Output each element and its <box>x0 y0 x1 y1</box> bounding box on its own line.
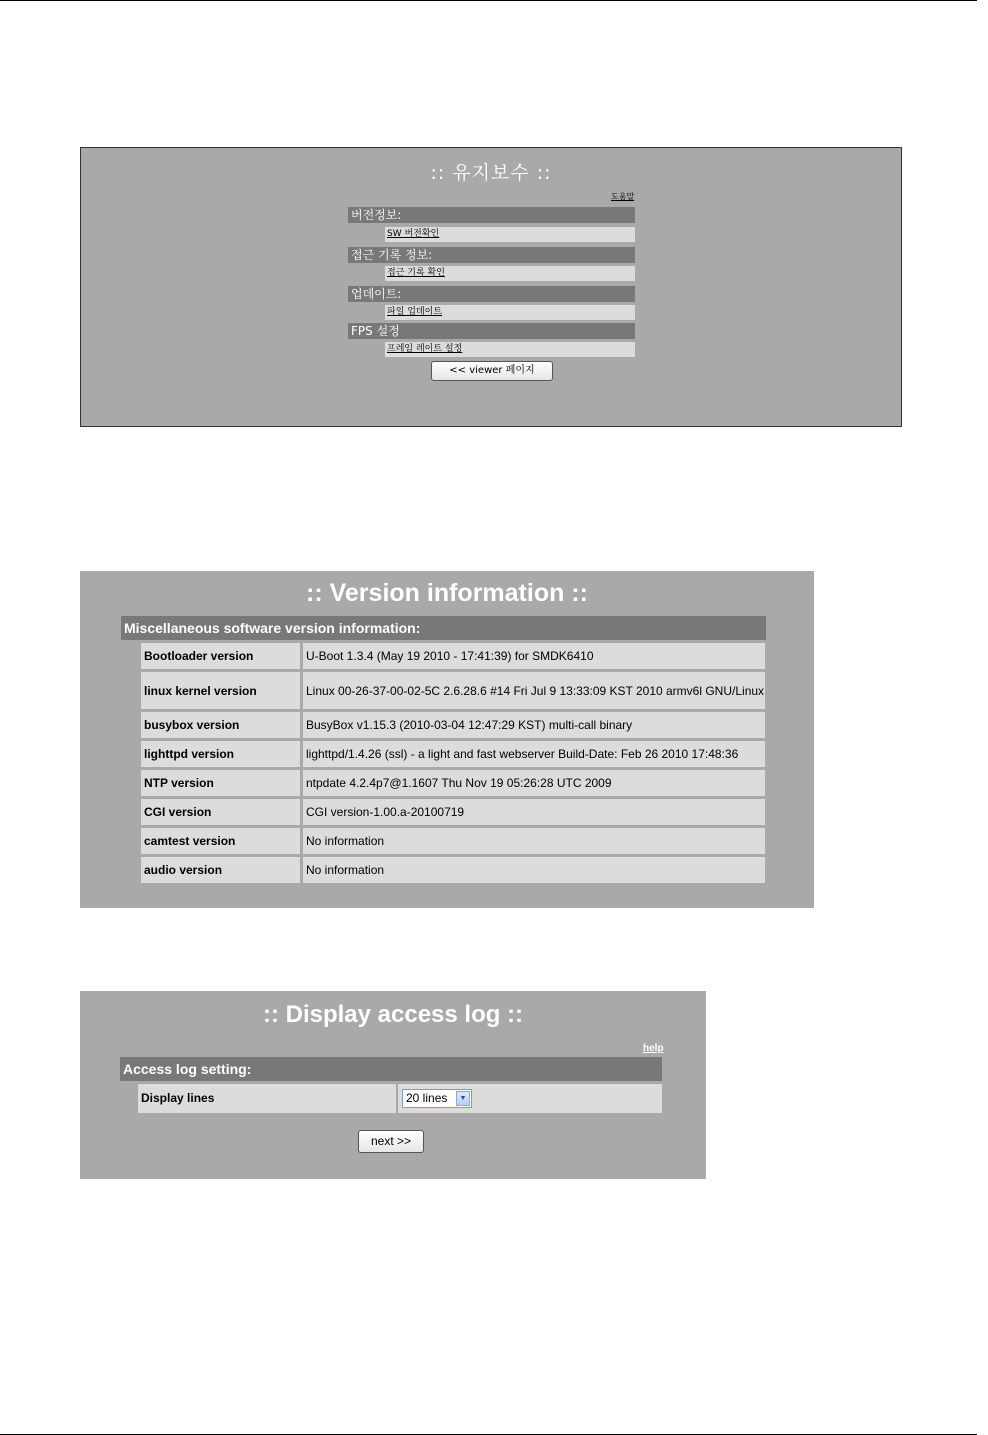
row-label: NTP version <box>141 770 300 796</box>
row-label: camtest version <box>141 828 300 854</box>
frame-rate-link[interactable]: 프레임 레이트 설정 <box>387 344 463 354</box>
table-row <box>141 643 765 669</box>
version-section-header: Miscellaneous software version information: <box>121 616 766 640</box>
version-info-title: :: Version information :: <box>306 579 588 607</box>
row-value: BusyBox v1.15.3 (2010-03-04 12:47:29 KST) multi-call binary <box>303 712 765 738</box>
table-row <box>141 672 765 709</box>
top-rule <box>0 0 977 1</box>
access-log-section-header: Access log setting: <box>120 1057 662 1081</box>
section-fps-header: FPS 설정 <box>348 323 635 339</box>
row-label: busybox version <box>141 712 300 738</box>
chevron-down-icon[interactable]: ▼ <box>456 1091 470 1106</box>
row-value: CGI version-1.00.a-20100719 <box>303 799 765 825</box>
display-lines-cell <box>398 1084 662 1113</box>
maintenance-panel <box>80 147 902 427</box>
display-lines-select[interactable] <box>402 1089 472 1108</box>
sw-version-link[interactable]: SW 버전확인 <box>387 229 440 239</box>
display-lines-label: Display lines <box>138 1084 396 1113</box>
table-row <box>141 712 765 738</box>
row-value: U-Boot 1.3.4 (May 19 2010 - 17:41:39) for SMDK6410 <box>303 643 765 669</box>
row-label: audio version <box>141 857 300 883</box>
row-label: CGI version <box>141 799 300 825</box>
display-lines-value: 20 lines <box>406 1091 448 1105</box>
frame-rate-link-row <box>385 342 635 357</box>
section-update-header: 업데이트: <box>348 286 635 302</box>
row-label: linux kernel version <box>141 672 300 709</box>
viewer-page-button[interactable]: << viewer 페이지 <box>431 361 553 381</box>
access-log-panel <box>80 991 706 1179</box>
row-label: Bootloader version <box>141 643 300 669</box>
help-link[interactable]: help <box>643 1043 664 1054</box>
row-value: Linux 00-26-37-00-02-5C 2.6.28.6 #14 Fri Jul 9 13:33:09 KST 2010 armv6l GNU/Linux <box>303 672 765 709</box>
access-log-link-row <box>385 266 635 281</box>
file-update-link[interactable]: 파일 업데이트 <box>387 307 443 317</box>
section-access-header: 접근 기록 정보: <box>348 247 635 263</box>
maintenance-title: :: 유지보수 :: <box>430 162 552 184</box>
table-row <box>141 770 765 796</box>
row-value: No information <box>303 828 765 854</box>
table-row <box>141 828 765 854</box>
version-info-panel <box>80 571 814 908</box>
table-row <box>141 857 765 883</box>
file-update-link-row <box>385 305 635 320</box>
maintenance-help-link[interactable]: 도움말 <box>611 192 635 201</box>
section-version-header: 버전정보: <box>348 207 635 223</box>
access-log-title: :: Display access log :: <box>262 1001 524 1028</box>
table-row <box>141 799 765 825</box>
sw-version-link-row <box>385 227 635 242</box>
row-value: ntpdate 4.2.4p7@1.1607 Thu Nov 19 05:26:28 UTC 2009 <box>303 770 765 796</box>
row-value: No information <box>303 857 765 883</box>
next-button[interactable]: next >> <box>358 1130 424 1153</box>
table-row <box>141 741 765 767</box>
access-log-link[interactable]: 접근 기록 확인 <box>387 268 445 278</box>
row-value: lighttpd/1.4.26 (ssl) - a light and fast webserver Build-Date: Feb 26 2010 17:48:36 <box>303 741 765 767</box>
row-label: lighttpd version <box>141 741 300 767</box>
